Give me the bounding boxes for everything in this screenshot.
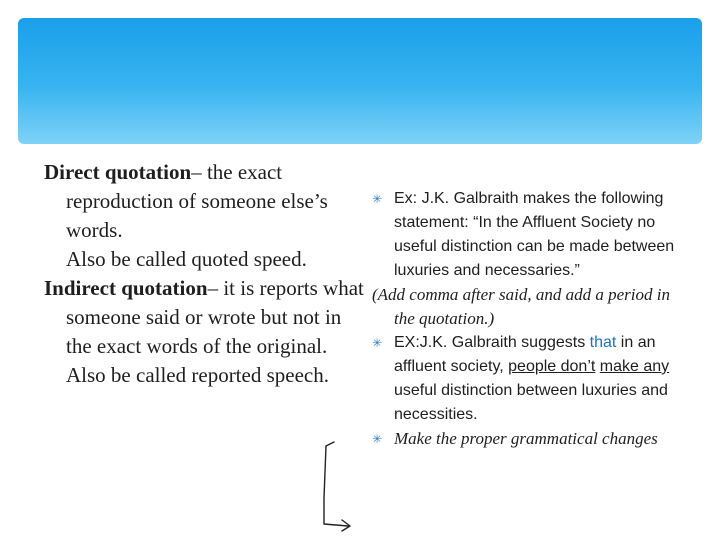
underlined-phrase-people-dont: people don’t: [508, 358, 596, 375]
indirect-quotation-text: – it is reports what someone said or wrote but not in the exact words of the original. Also be called reported speech.: [66, 276, 364, 387]
punctuation-note: (Add comma after said, and add a period in the quotation.): [372, 285, 670, 328]
hand-drawn-arrow-icon: [318, 438, 358, 534]
direct-quotation-alias: Also be called quoted speed.: [66, 247, 307, 271]
example-indirect-end: useful distinction between luxuries and necessities.: [394, 382, 668, 423]
examples-column: [372, 187, 692, 451]
example-direct-quote: “In the Affluent Society no useful distinction can be made between luxuries and necessaries.”: [394, 214, 675, 279]
direct-quotation-definition: [44, 158, 364, 245]
example-indirect-middle: in an affluent society,: [394, 334, 656, 375]
header-banner: [18, 18, 702, 144]
direct-quotation-text: – the exact reproduction of someone else’s words.: [66, 160, 328, 242]
direct-quotation-term: Direct quotation: [44, 160, 192, 184]
example-indirect: [372, 331, 692, 427]
grammar-tip-text: Make the proper grammatical changes: [394, 429, 658, 448]
example-direct: [372, 187, 692, 283]
highlighted-word-that: that: [589, 334, 617, 351]
example-indirect-prefix: EX:J.K. Galbraith suggests: [394, 334, 590, 351]
asterisk-bullet-icon: ✳: [372, 432, 383, 446]
definitions-column: [44, 158, 364, 390]
indirect-quotation-term: Indirect quotation: [44, 276, 208, 300]
indirect-quotation-definition: [44, 274, 364, 390]
asterisk-bullet-icon: ✳: [372, 336, 383, 350]
asterisk-bullet-icon: ✳: [372, 192, 383, 206]
underlined-phrase-make-any: make any: [599, 358, 670, 375]
example-direct-prefix: Ex: J.K. Galbraith makes the following statement:: [394, 190, 664, 231]
grammar-tip: [372, 427, 692, 451]
